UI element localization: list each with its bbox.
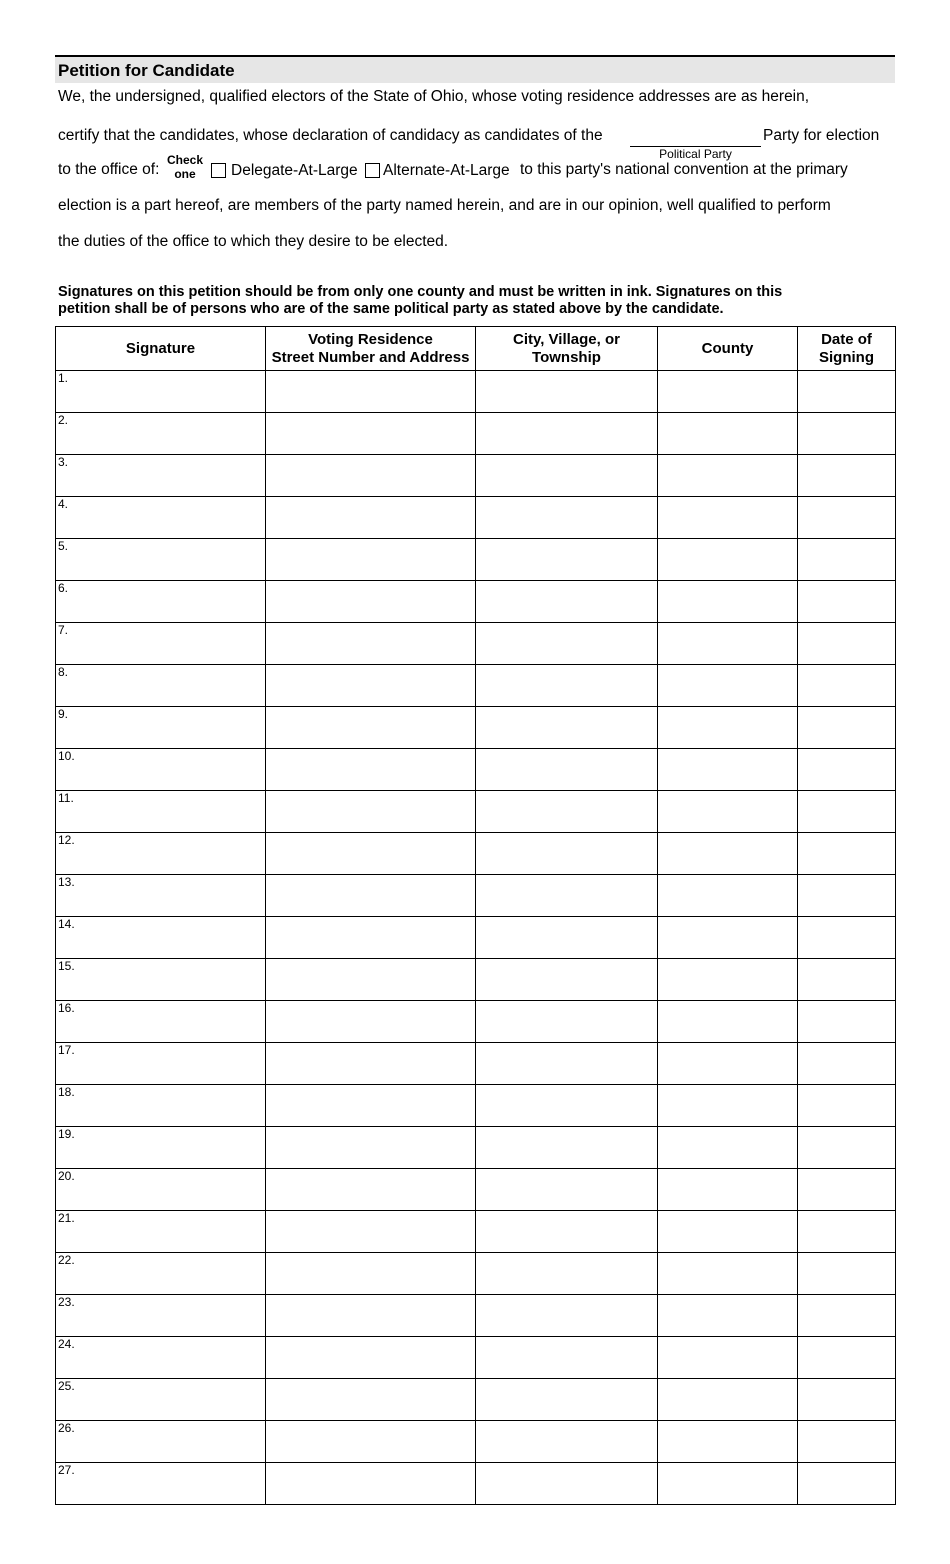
county-cell[interactable] (658, 1085, 798, 1127)
city-cell[interactable] (476, 1337, 658, 1379)
date-cell[interactable] (798, 1043, 896, 1085)
paragraph-line-3-start: to the office of: (58, 161, 160, 178)
city-cell[interactable] (476, 371, 658, 413)
address-cell[interactable] (266, 1463, 476, 1505)
date-cell[interactable] (798, 1295, 896, 1337)
delegate-at-large-checkbox[interactable] (211, 163, 226, 178)
table-row (56, 749, 896, 791)
row-number: 4. (58, 497, 69, 511)
county-cell[interactable] (658, 1253, 798, 1295)
check-label-line-2: one (174, 167, 196, 181)
signature-cell[interactable] (56, 1379, 266, 1421)
city-cell[interactable] (476, 413, 658, 455)
notice-line-2: petition shall be of persons who are of the same political party as stated above by the candidate. (58, 301, 724, 317)
date-cell[interactable] (798, 875, 896, 917)
signature-cell[interactable] (56, 1463, 266, 1505)
table-row (56, 1085, 896, 1127)
city-cell[interactable] (476, 497, 658, 539)
signature-cell[interactable] (56, 1421, 266, 1463)
signature-cell[interactable] (56, 1169, 266, 1211)
signature-cell[interactable] (56, 665, 266, 707)
address-cell[interactable] (266, 581, 476, 623)
header-city-village-township: City, Village, or Township (476, 327, 658, 371)
county-cell[interactable] (658, 1337, 798, 1379)
header-signature: Signature (56, 327, 266, 371)
address-cell[interactable] (266, 1421, 476, 1463)
date-cell[interactable] (798, 1253, 896, 1295)
city-cell[interactable] (476, 917, 658, 959)
county-cell[interactable] (658, 1379, 798, 1421)
address-cell[interactable] (266, 1379, 476, 1421)
city-cell[interactable] (476, 623, 658, 665)
paragraph-line-2-end: Party for election (763, 127, 880, 144)
address-cell[interactable] (266, 1043, 476, 1085)
address-cell[interactable] (266, 875, 476, 917)
row-number: 27. (58, 1463, 75, 1477)
table-row (56, 665, 896, 707)
address-cell[interactable] (266, 665, 476, 707)
row-number: 5. (58, 539, 69, 553)
city-cell[interactable] (476, 539, 658, 581)
city-cell[interactable] (476, 791, 658, 833)
address-cell[interactable] (266, 1253, 476, 1295)
address-cell[interactable] (266, 917, 476, 959)
address-cell[interactable] (266, 791, 476, 833)
address-cell[interactable] (266, 455, 476, 497)
row-number: 25. (58, 1379, 75, 1393)
county-cell[interactable] (658, 833, 798, 875)
county-cell[interactable] (658, 1211, 798, 1253)
date-cell[interactable] (798, 917, 896, 959)
county-cell[interactable] (658, 1169, 798, 1211)
address-cell[interactable] (266, 833, 476, 875)
city-cell[interactable] (476, 1379, 658, 1421)
paragraph-line-1: We, the undersigned, qualified electors of the State of Ohio, whose voting residence addresses are as herein, (58, 88, 810, 105)
signature-cell[interactable] (56, 1043, 266, 1085)
date-cell[interactable] (798, 707, 896, 749)
paragraph-line-3-end: to this party's national convention at the primary (520, 161, 848, 178)
city-cell[interactable] (476, 1421, 658, 1463)
paragraph-line-2-start: certify that the candidates, whose declaration of candidacy as candidates of the (58, 127, 603, 144)
table-row (56, 1463, 896, 1505)
city-cell[interactable] (476, 875, 658, 917)
row-number: 14. (58, 917, 75, 931)
row-number: 10. (58, 749, 75, 763)
paragraph-line-4: election is a part hereof, are members of the party named herein, and are in our opinion, well qualified to perform (58, 197, 831, 214)
county-cell[interactable] (658, 413, 798, 455)
notice-line-1: Signatures on this petition should be from only one county and must be written in ink. Signatures on this (58, 284, 783, 300)
city-cell[interactable] (476, 707, 658, 749)
county-cell[interactable] (658, 959, 798, 1001)
alternate-at-large-label: Alternate-At-Large (383, 162, 510, 179)
address-cell[interactable] (266, 707, 476, 749)
county-cell[interactable] (658, 1463, 798, 1505)
table-row (56, 581, 896, 623)
check-label-line-1: Check (166, 153, 204, 167)
signature-cell[interactable] (56, 623, 266, 665)
city-cell[interactable] (476, 1463, 658, 1505)
row-number: 23. (58, 1295, 75, 1309)
row-number: 8. (58, 665, 69, 679)
address-cell[interactable] (266, 371, 476, 413)
date-cell[interactable] (798, 1169, 896, 1211)
date-cell[interactable] (798, 1211, 896, 1253)
table-row (56, 1253, 896, 1295)
address-cell[interactable] (266, 1211, 476, 1253)
table-row (56, 539, 896, 581)
address-cell[interactable] (266, 1085, 476, 1127)
county-cell[interactable] (658, 539, 798, 581)
row-number: 19. (58, 1127, 75, 1141)
signature-cell[interactable] (56, 959, 266, 1001)
address-cell[interactable] (266, 959, 476, 1001)
signature-cell[interactable] (56, 791, 266, 833)
signature-cell[interactable] (56, 707, 266, 749)
city-cell[interactable] (476, 1295, 658, 1337)
row-number: 6. (58, 581, 69, 595)
row-number: 12. (58, 833, 75, 847)
row-number: 3. (58, 455, 69, 469)
county-cell[interactable] (658, 581, 798, 623)
date-cell[interactable] (798, 1337, 896, 1379)
signature-cell[interactable] (56, 581, 266, 623)
signature-cell[interactable] (56, 1337, 266, 1379)
table-row (56, 875, 896, 917)
date-cell[interactable] (798, 413, 896, 455)
city-cell[interactable] (476, 1253, 658, 1295)
city-cell[interactable] (476, 833, 658, 875)
city-cell[interactable] (476, 581, 658, 623)
row-number: 16. (58, 1001, 75, 1015)
table-row (56, 1001, 896, 1043)
city-cell[interactable] (476, 1001, 658, 1043)
row-number: 22. (58, 1253, 75, 1267)
row-number: 1. (58, 371, 69, 385)
address-cell[interactable] (266, 623, 476, 665)
check-one-label (165, 153, 205, 181)
county-cell[interactable] (658, 1421, 798, 1463)
date-cell[interactable] (798, 791, 896, 833)
date-cell[interactable] (798, 833, 896, 875)
signature-cell[interactable] (56, 1127, 266, 1169)
date-cell[interactable] (798, 1127, 896, 1169)
table-row (56, 959, 896, 1001)
date-cell[interactable] (798, 497, 896, 539)
date-cell[interactable] (798, 1001, 896, 1043)
table-row (56, 1379, 896, 1421)
county-cell[interactable] (658, 497, 798, 539)
row-number: 21. (58, 1211, 75, 1225)
row-number: 26. (58, 1421, 75, 1435)
city-cell[interactable] (476, 665, 658, 707)
title-bar (55, 57, 895, 83)
row-number: 13. (58, 875, 75, 889)
signature-cell[interactable] (56, 917, 266, 959)
signature-cell[interactable] (56, 833, 266, 875)
date-cell[interactable] (798, 1085, 896, 1127)
signature-cell[interactable] (56, 497, 266, 539)
county-cell[interactable] (658, 707, 798, 749)
signature-cell[interactable] (56, 749, 266, 791)
signature-table (55, 326, 896, 1505)
county-cell[interactable] (658, 1001, 798, 1043)
county-cell[interactable] (658, 1127, 798, 1169)
header-county: County (658, 327, 798, 371)
table-row (56, 1211, 896, 1253)
county-cell[interactable] (658, 455, 798, 497)
political-party-caption: Political Party (659, 147, 732, 161)
county-cell[interactable] (658, 875, 798, 917)
city-cell[interactable] (476, 749, 658, 791)
address-cell[interactable] (266, 749, 476, 791)
signature-cell[interactable] (56, 1001, 266, 1043)
county-cell[interactable] (658, 791, 798, 833)
signature-cell[interactable] (56, 413, 266, 455)
date-cell[interactable] (798, 539, 896, 581)
city-cell[interactable] (476, 1127, 658, 1169)
county-cell[interactable] (658, 917, 798, 959)
date-cell[interactable] (798, 581, 896, 623)
table-row (56, 707, 896, 749)
table-row (56, 1127, 896, 1169)
paragraph-line-5: the duties of the office to which they desire to be elected. (58, 233, 449, 250)
city-cell[interactable] (476, 1169, 658, 1211)
table-header-row (56, 327, 896, 371)
county-cell[interactable] (658, 665, 798, 707)
table-row (56, 1043, 896, 1085)
address-cell[interactable] (266, 1169, 476, 1211)
date-cell[interactable] (798, 1463, 896, 1505)
alternate-at-large-checkbox[interactable] (365, 163, 380, 178)
city-cell[interactable] (476, 1085, 658, 1127)
signature-rows (56, 371, 896, 1505)
row-number: 17. (58, 1043, 75, 1057)
date-cell[interactable] (798, 371, 896, 413)
table-row (56, 497, 896, 539)
date-cell[interactable] (798, 455, 896, 497)
county-cell[interactable] (658, 623, 798, 665)
address-cell[interactable] (266, 1337, 476, 1379)
signature-cell[interactable] (56, 875, 266, 917)
date-cell[interactable] (798, 1379, 896, 1421)
address-cell[interactable] (266, 413, 476, 455)
table-row (56, 1295, 896, 1337)
row-number: 2. (58, 413, 69, 427)
date-cell[interactable] (798, 749, 896, 791)
row-number: 11. (58, 791, 74, 805)
address-cell[interactable] (266, 539, 476, 581)
date-cell[interactable] (798, 623, 896, 665)
delegate-at-large-label: Delegate-At-Large (231, 162, 358, 179)
city-cell[interactable] (476, 959, 658, 1001)
table-row (56, 833, 896, 875)
header-voting-residence: Voting Residence Street Number and Address (266, 327, 476, 371)
date-cell[interactable] (798, 959, 896, 1001)
row-number: 9. (58, 707, 69, 721)
signature-cell[interactable] (56, 1295, 266, 1337)
table-row (56, 1421, 896, 1463)
signature-cell[interactable] (56, 455, 266, 497)
signature-cell[interactable] (56, 539, 266, 581)
signature-cell[interactable] (56, 371, 266, 413)
row-number: 18. (58, 1085, 75, 1099)
signature-cell[interactable] (56, 1211, 266, 1253)
city-cell[interactable] (476, 455, 658, 497)
table-row (56, 1169, 896, 1211)
address-cell[interactable] (266, 497, 476, 539)
address-cell[interactable] (266, 1127, 476, 1169)
signature-cell[interactable] (56, 1253, 266, 1295)
city-cell[interactable] (476, 1211, 658, 1253)
date-cell[interactable] (798, 665, 896, 707)
county-cell[interactable] (658, 371, 798, 413)
row-number: 7. (58, 623, 69, 637)
address-cell[interactable] (266, 1001, 476, 1043)
county-cell[interactable] (658, 749, 798, 791)
county-cell[interactable] (658, 1295, 798, 1337)
page-title: Petition for Candidate (58, 61, 235, 80)
ink-notice (58, 284, 898, 318)
date-cell[interactable] (798, 1421, 896, 1463)
city-cell[interactable] (476, 1043, 658, 1085)
county-cell[interactable] (658, 1043, 798, 1085)
table-row (56, 413, 896, 455)
row-number: 20. (58, 1169, 75, 1183)
table-row (56, 371, 896, 413)
table-row (56, 455, 896, 497)
table-row (56, 1337, 896, 1379)
table-row (56, 917, 896, 959)
row-number: 24. (58, 1337, 75, 1351)
table-row (56, 623, 896, 665)
table-row (56, 791, 896, 833)
row-number: 15. (58, 959, 75, 973)
address-cell[interactable] (266, 1295, 476, 1337)
signature-cell[interactable] (56, 1085, 266, 1127)
header-date-of-signing: Date of Signing (798, 327, 896, 371)
